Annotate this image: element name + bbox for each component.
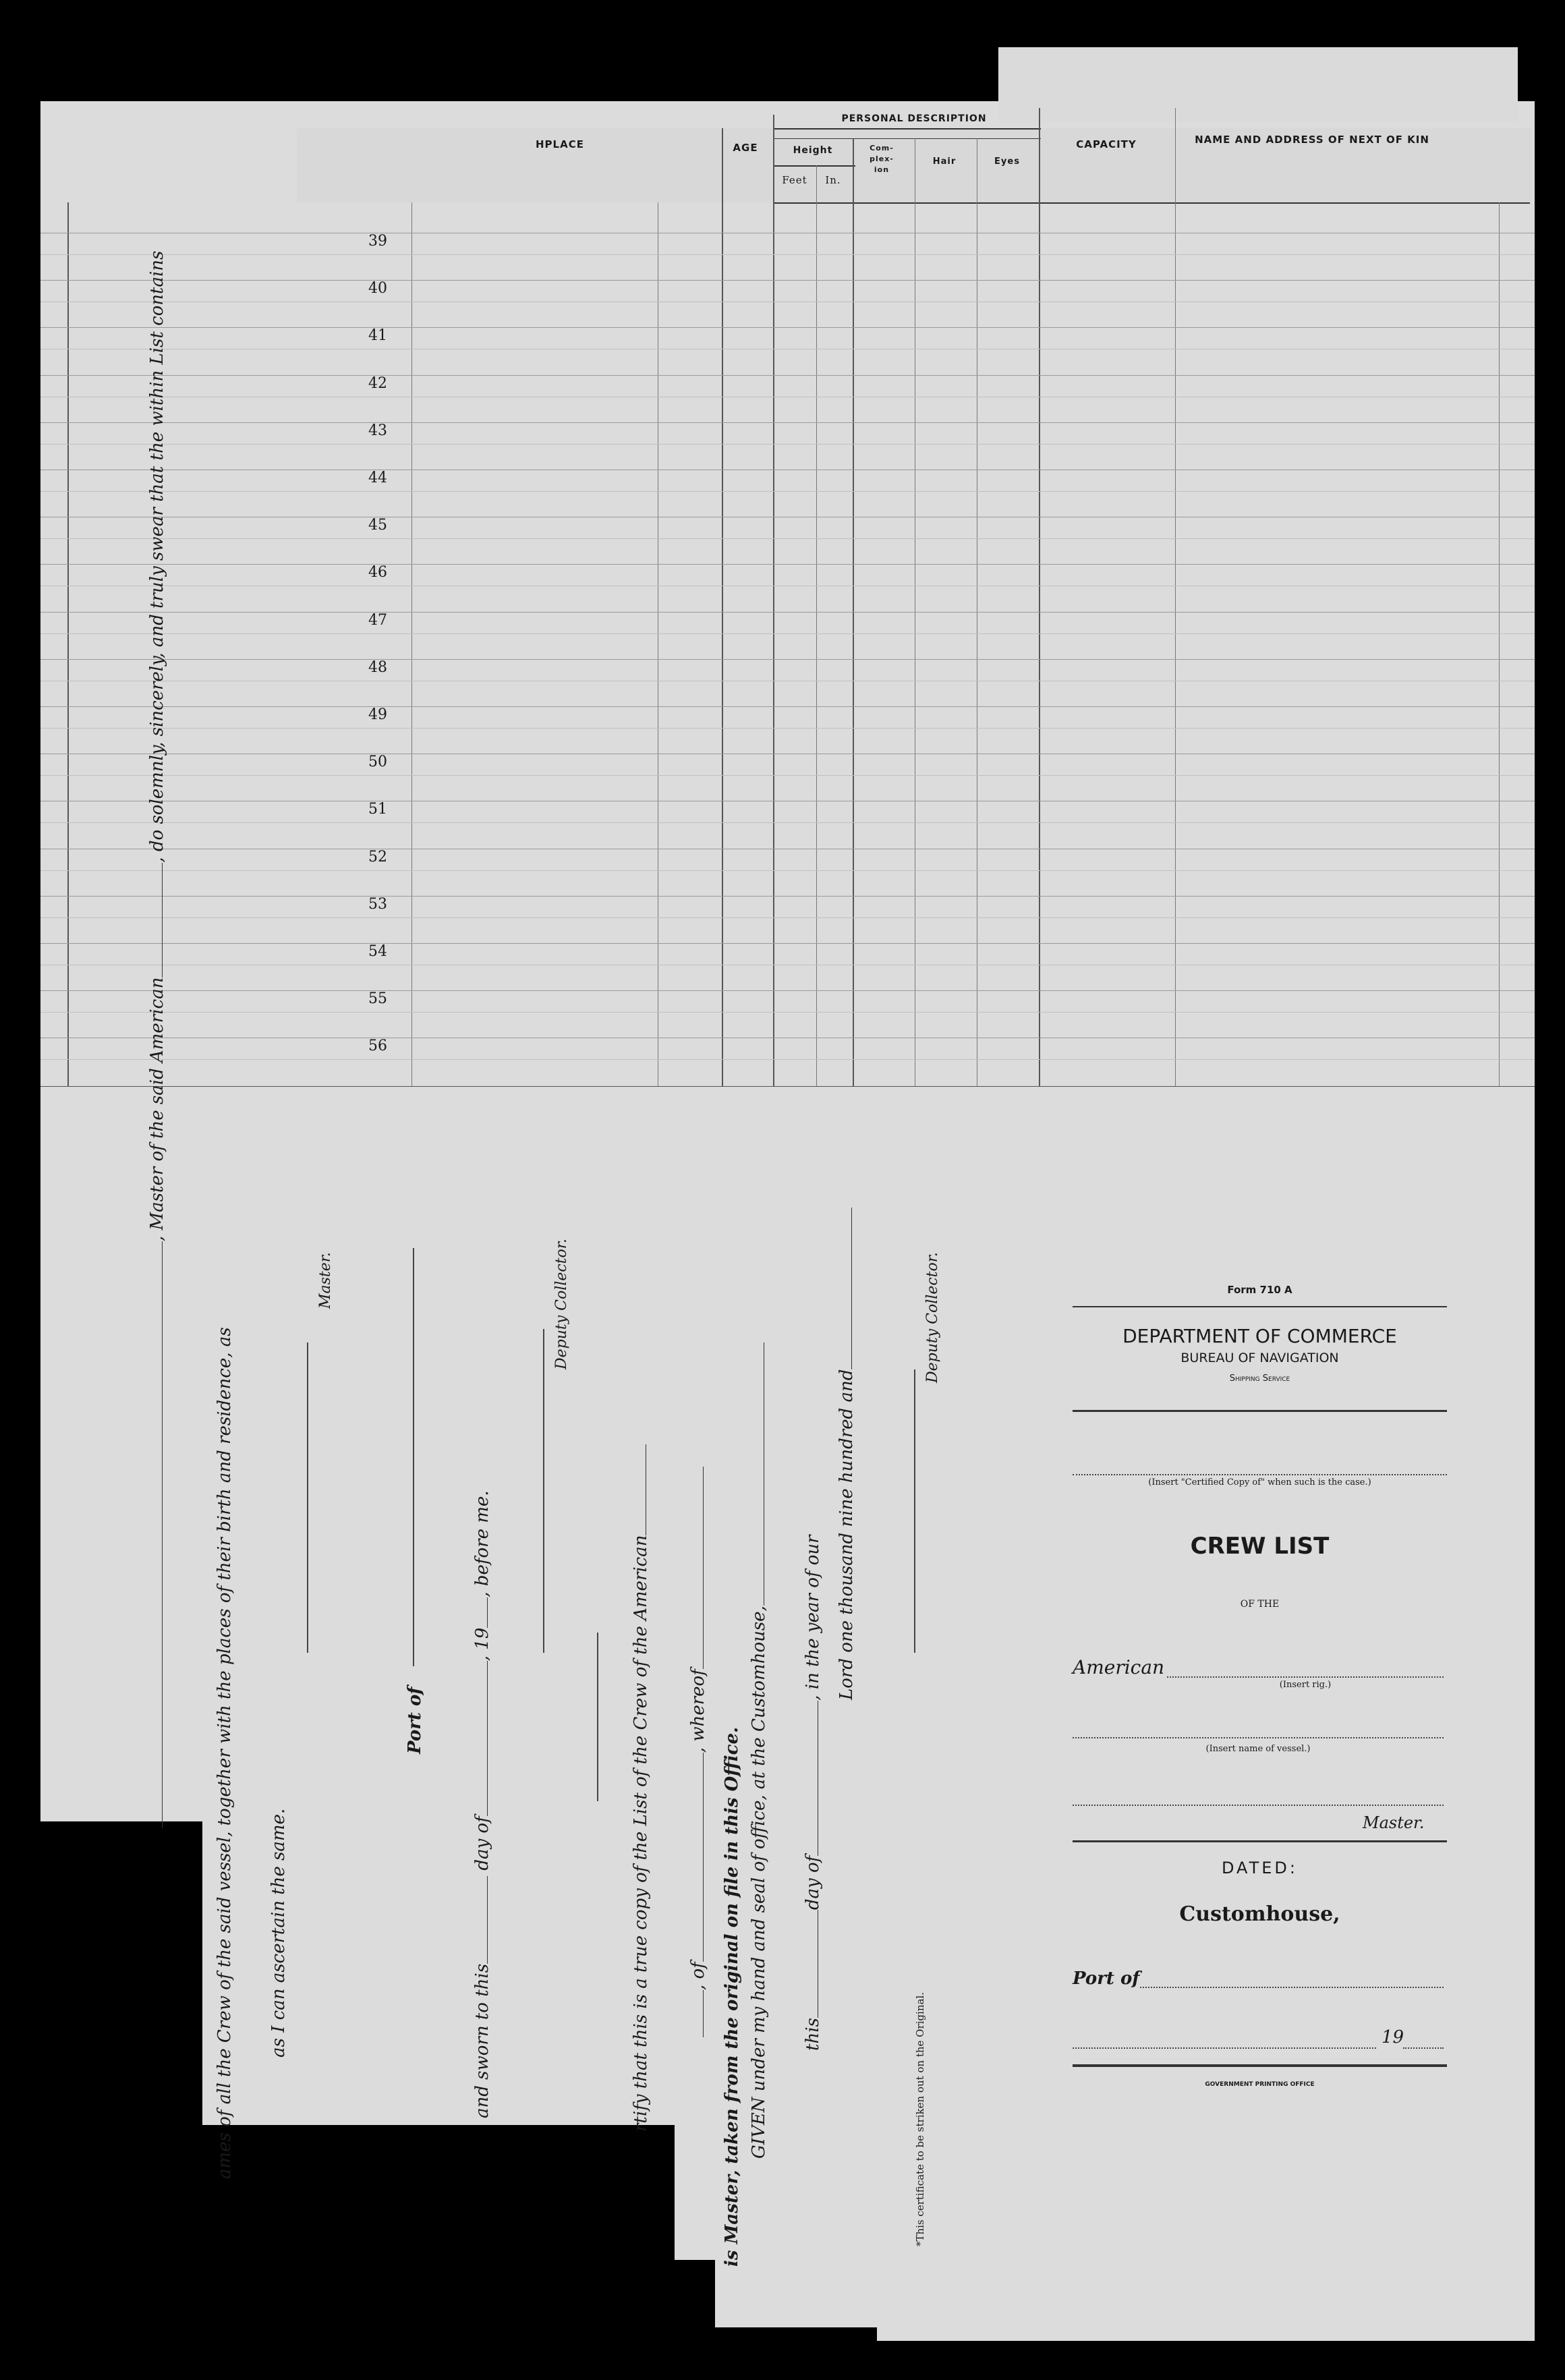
- certificate-of-line: , of, whereof: [688, 1467, 708, 2037]
- vessel-name-line: [1073, 1737, 1444, 1738]
- master-signature-line: [307, 1342, 308, 1653]
- customhouse-label: Customhouse,: [1179, 1902, 1340, 1926]
- deputy-collector-label-2: Deputy Collector.: [924, 1252, 941, 1383]
- row-rule: [40, 659, 1535, 660]
- row-number: 44: [368, 470, 387, 486]
- column-divider: [722, 128, 723, 1086]
- cover-rule: [1073, 2064, 1447, 2067]
- row-subrule: [40, 728, 1535, 729]
- row-rule: [40, 327, 1535, 328]
- certificate-footnote: *This certificate to be striken out on the Original.: [914, 1992, 926, 2246]
- eyes-header: Eyes: [994, 157, 1020, 167]
- port-line-cover: [1140, 1987, 1444, 1988]
- header-rule: [774, 138, 1041, 139]
- inches-header: In.: [825, 174, 841, 186]
- bureau-title: BUREAU OF NAVIGATION: [1180, 1351, 1339, 1365]
- date-line-cover: [1073, 2047, 1376, 2049]
- column-divider: [411, 202, 412, 1086]
- hair-header: Hair: [932, 157, 957, 167]
- row-number: 49: [368, 706, 387, 723]
- complexion-header: Com- plex- ion: [870, 144, 894, 174]
- certificate-line-1: rtify that this is a true copy of the List of the Crew of the American: [631, 1444, 651, 2132]
- row-rule: [40, 943, 1535, 944]
- deputy-signature-line: [543, 1329, 544, 1653]
- crew-list-title: CREW LIST: [1190, 1533, 1330, 1560]
- row-subrule: [40, 254, 1535, 255]
- port-of-cover-label: Port of: [1073, 1968, 1140, 1989]
- year-line: [1403, 2047, 1444, 2049]
- row-rule: [40, 375, 1535, 376]
- row-number: 54: [368, 943, 387, 960]
- insert-vessel-note: (Insert name of vessel.): [1205, 1744, 1311, 1754]
- certificate-line-3: GIVEN under my hand and seal of office, at the Customhouse,: [749, 1342, 769, 2159]
- american-label: American: [1073, 1656, 1165, 1678]
- row-rule: [40, 564, 1535, 565]
- certificate-line-2: is Master, taken from the original on file in this Office.: [722, 1726, 742, 2267]
- deputy-collector-label: Deputy Collector.: [553, 1239, 570, 1369]
- row-subrule: [40, 444, 1535, 445]
- row-number: 42: [368, 375, 387, 392]
- height-header: Height: [793, 145, 833, 156]
- service-title: Shipping Service: [1229, 1373, 1290, 1384]
- row-rule: [40, 990, 1535, 991]
- row-number: 48: [368, 659, 387, 676]
- sworn-line: and sworn to this day of, 19, before me.: [472, 1490, 492, 2118]
- col-birthplace-header: HPLACE: [536, 138, 584, 150]
- cover-rule: [1073, 1840, 1447, 1842]
- column-divider: [816, 165, 817, 1086]
- master-label: Master.: [317, 1252, 334, 1309]
- cover-rule: [1073, 1306, 1447, 1307]
- rig-line: [1167, 1676, 1444, 1678]
- of-the-label: OF THE: [1240, 1599, 1280, 1610]
- row-number: 41: [368, 327, 387, 344]
- oath-line-1: , Master of the said American, do solemnly, sincerely, and truly swear that the within List contains: [147, 251, 167, 1828]
- row-subrule: [40, 491, 1535, 492]
- row-rule: [40, 896, 1535, 897]
- row-subrule: [40, 870, 1535, 871]
- oath-line-3: as I can ascertain the same.: [268, 1808, 289, 2058]
- row-subrule: [40, 538, 1535, 539]
- personal-description-header: PERSONAL DESCRIPTION: [841, 113, 987, 124]
- row-subrule: [40, 1059, 1535, 1060]
- header-rule: [774, 202, 1530, 204]
- row-number: 55: [368, 990, 387, 1007]
- capacity-header: CAPACITY: [1076, 138, 1137, 150]
- row-subrule: [40, 633, 1535, 634]
- form-sheet-top-right: [998, 47, 1518, 121]
- certificate-line-5: Lord one thousand nine hundred and: [836, 1208, 857, 1700]
- master-label-cover: Master.: [1363, 1813, 1425, 1832]
- row-subrule: [40, 917, 1535, 918]
- cover-rule: [1073, 1410, 1447, 1412]
- form-number: Form 710 A: [1227, 1284, 1292, 1296]
- feet-header: Feet: [782, 174, 807, 186]
- col-age-header: AGE: [733, 142, 758, 154]
- row-number: 50: [368, 754, 387, 770]
- insert-rig-note: (Insert rig.): [1279, 1680, 1332, 1690]
- row-number: 47: [368, 612, 387, 629]
- department-title: DEPARTMENT OF COMMERCE: [1122, 1325, 1397, 1347]
- oath-line-2: ames of all the Crew of the said vessel, together with the places of their birth and residence, as: [215, 1327, 235, 2179]
- table-bottom-rule: [40, 1086, 1535, 1087]
- header-rule: [774, 128, 1041, 130]
- year-prefix: 19: [1382, 2027, 1404, 2047]
- master-name-line: [1073, 1805, 1444, 1806]
- column-divider: [67, 202, 69, 1086]
- row-rule: [40, 280, 1535, 281]
- form-sheet: [40, 101, 1535, 2341]
- row-rule: [40, 706, 1535, 707]
- row-subrule: [40, 775, 1535, 776]
- row-number: 56: [368, 1038, 387, 1054]
- column-divider: [1499, 202, 1500, 1086]
- row-number: 43: [368, 422, 387, 439]
- row-subrule: [40, 1012, 1535, 1013]
- row-number: 53: [368, 896, 387, 913]
- certified-copy-line: [1073, 1474, 1447, 1475]
- deputy-signature-line-2: [914, 1369, 915, 1653]
- port-of-label: Port of: [405, 1687, 425, 1754]
- row-number: 45: [368, 517, 387, 534]
- row-subrule: [40, 822, 1535, 823]
- row-number: 39: [368, 233, 387, 250]
- header-rule: [774, 165, 855, 167]
- insert-certified-note: (Insert "Certified Copy of" when such is the case.): [1148, 1477, 1371, 1488]
- printer-imprint: GOVERNMENT PRINTING OFFICE: [1205, 2081, 1315, 2088]
- torn-edge: [0, 2260, 715, 2380]
- row-rule: [40, 422, 1535, 423]
- row-number: 40: [368, 280, 387, 297]
- port-line: [413, 1248, 414, 1666]
- torn-edge: [675, 2327, 877, 2380]
- row-number: 52: [368, 849, 387, 866]
- row-number: 51: [368, 801, 387, 818]
- column-divider: [773, 115, 774, 1086]
- row-number: 46: [368, 564, 387, 581]
- dated-label: DATED:: [1221, 1859, 1298, 1877]
- divider-line: [597, 1633, 598, 1801]
- row-rule: [40, 612, 1535, 613]
- next-of-kin-header: NAME AND ADDRESS OF NEXT OF KIN: [1195, 134, 1429, 146]
- certificate-line-4: thisday of, in the year of our: [803, 1535, 823, 2051]
